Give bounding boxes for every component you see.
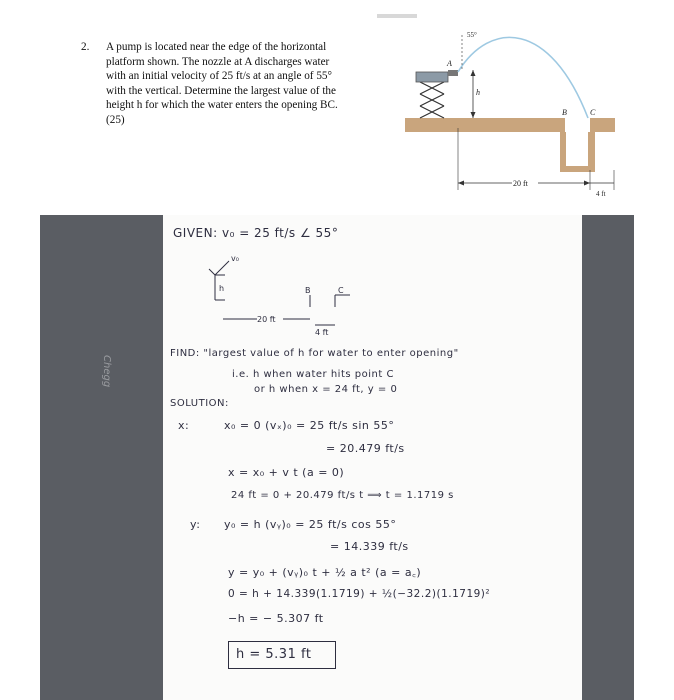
x-axis-label: x: [178, 419, 190, 432]
find-line-3: or h when x = 24 ft, y = 0 [254, 384, 398, 395]
label-4ft: 4 ft [596, 190, 606, 198]
problem-statement [81, 40, 390, 128]
problem-line: with an initial velocity of 25 ft/s at an angle of 55° [106, 70, 332, 83]
y-line-4: 0 = h + 14.339(1.1719) + ½(−32.2)(1.1719)² [228, 588, 491, 600]
solution-sketch [195, 245, 375, 335]
x-line-3: x = x₀ + v t (a = 0) [228, 466, 345, 479]
left-platform [405, 118, 565, 132]
final-answer: h = 5.31 ft [236, 647, 312, 662]
sketch-c-label: C [338, 286, 344, 295]
problem-line: platform shown. The nozzle at A discharges water [106, 55, 330, 68]
nozzle [448, 70, 458, 76]
water-trajectory [458, 37, 588, 118]
angle-label: 55° [467, 31, 477, 39]
sketch-b-label: B [305, 286, 311, 295]
problem-number: 2. [81, 41, 90, 53]
watermark: Chegg [101, 355, 112, 388]
opening-bc [566, 118, 588, 166]
solution-label: SOLUTION: [170, 398, 229, 409]
left-margin-panel [40, 215, 163, 700]
y-line-2: = 14.339 ft/s [330, 540, 409, 553]
label-b: B [562, 108, 567, 117]
given-line: GIVEN: v₀ = 25 ft/s ∠ 55° [173, 226, 339, 240]
y-line-1: y₀ = h (vᵧ)₀ = 25 ft/s cos 55° [224, 518, 397, 531]
problem-line: (25) [106, 113, 125, 126]
problem-line: A pump is located near the edge of the horizontal [106, 41, 327, 53]
label-a: A [447, 59, 452, 68]
find-line-2: i.e. h when water hits point C [232, 369, 394, 380]
problem-line: height h for which the water enters the opening BC. [106, 99, 338, 112]
x-line-1: x₀ = 0 (vₓ)₀ = 25 ft/s sin 55° [224, 419, 395, 432]
top-divider-mark [377, 14, 417, 18]
scissor-lift [420, 82, 444, 118]
problem-line: with the vertical. Determine the largest value of the [106, 84, 336, 97]
sketch-20ft-label: 20 ft [257, 315, 276, 324]
y-line-5: −h = − 5.307 ft [228, 612, 324, 625]
sketch-h-label: h [219, 284, 225, 293]
y-axis-label: y: [190, 518, 201, 531]
label-c: C [590, 108, 596, 117]
pump-figure [400, 30, 620, 205]
x-line-4: 24 ft = 0 + 20.479 ft/s t ⟹ t = 1.1719 s [231, 490, 454, 501]
label-20ft: 20 ft [513, 179, 528, 188]
y-line-3: y = y₀ + (vᵧ)₀ t + ½ a t² (a = a꜀) [228, 566, 422, 579]
label-h: h [476, 88, 480, 97]
sketch-4ft-label: 4 ft [315, 328, 329, 335]
find-line-1: FIND: "largest value of h for water to enter opening" [170, 348, 459, 359]
right-platform [590, 118, 615, 132]
pump-body [416, 72, 448, 82]
x-line-2: = 20.479 ft/s [326, 442, 405, 455]
right-margin-panel [582, 215, 634, 700]
sketch-v0-label: v₀ [231, 254, 239, 263]
